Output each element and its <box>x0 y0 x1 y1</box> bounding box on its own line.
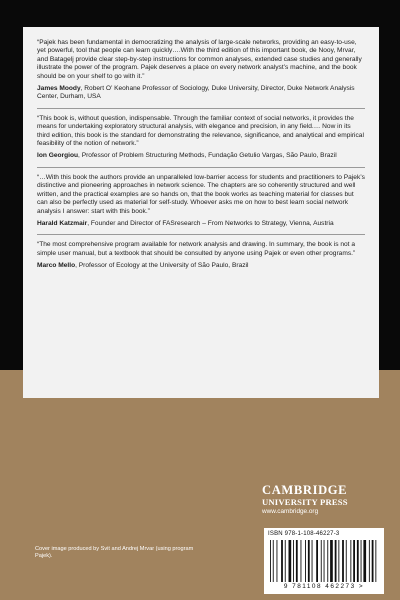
isbn-label: ISBN 978-1-108-46227-3 <box>268 531 340 537</box>
barcode-bar <box>330 540 333 582</box>
barcode-bar <box>270 540 271 582</box>
barcode-bar <box>296 540 298 582</box>
barcode-bar <box>335 540 337 582</box>
barcode-bar <box>357 540 359 582</box>
barcode-bar <box>363 540 366 582</box>
barcode-bar <box>305 540 306 582</box>
barcode-graphic <box>270 540 378 582</box>
barcode-bar <box>353 540 355 582</box>
barcode-bar <box>321 540 322 582</box>
quote-affiliation: , Founder and Director of FASresearch – From Networks to Strategy, Vienna, Austria <box>87 219 334 227</box>
barcode-bar <box>338 540 339 582</box>
quote-author: Marco Mello <box>37 262 76 270</box>
endorsement-4 <box>37 241 365 270</box>
quote-text: “…With this book the authors provide an unparalleled low-barrier access for students and practitioners to Pajek’s distinctive and pioneering approaches in network science. The chapters are so coherently structured and well written, and the practical examples are so hands on, that the book works as teaching material for classes but can also be perfectly used as material for self-study. Whoever asks me on how to best learn social network analysis I answer: start with this book.” <box>37 173 365 215</box>
barcode-panel <box>264 528 384 594</box>
quote-affiliation: , Professor of Problem Structuring Methods, Fundação Getulio Vargas, São Paulo, Brazil <box>78 152 337 160</box>
publisher-url: www.cambridge.org <box>262 508 319 515</box>
quote-attribution <box>37 220 365 228</box>
barcode-bar <box>281 540 283 582</box>
barcode-bar <box>312 540 313 582</box>
barcode-bar <box>350 540 351 582</box>
barcode-bar <box>289 540 292 582</box>
quote-attribution <box>37 85 365 102</box>
barcode-bar <box>346 540 347 582</box>
barcode-bar <box>316 540 318 582</box>
barcode-bar <box>342 540 344 582</box>
barcode-bar <box>308 540 310 582</box>
barcode-bar <box>375 540 376 582</box>
endorsement-3 <box>37 174 365 228</box>
barcode-bar <box>293 540 294 582</box>
publisher-name: CAMBRIDGE <box>262 483 348 497</box>
barcode-bar <box>369 540 370 582</box>
endorsement-2 <box>37 115 365 161</box>
divider <box>37 108 365 109</box>
divider <box>37 234 365 235</box>
publisher-logo <box>262 484 388 516</box>
barcode-bar <box>285 540 286 582</box>
quote-author: Harald Katzmair <box>37 219 88 227</box>
barcode-digits: 9 781108 462273 > <box>283 583 365 590</box>
quote-author: Ion Georgiou <box>37 152 79 160</box>
quote-text: “Pajek has been fundamental in democratizing the analysis of large-scale networks, providing an easy-to-use, yet powerful, tool that people can learn quickly….With the third edition of this important book, de Nooy, Mrvar, and Batagelj provide clear step-by-step instructions for common analyses, extended case studies and generally illustrate the power of the program. Pajek deserves a place on every network analyst’s machine, and the book should be on your shelf to go with it.” <box>37 39 362 80</box>
quote-attribution <box>37 152 365 160</box>
divider <box>37 167 365 168</box>
barcode-bar <box>277 540 278 582</box>
endorsements-panel <box>23 27 379 398</box>
endorsement-1 <box>37 39 365 102</box>
barcode-bar <box>327 540 328 582</box>
quote-affiliation: , Professor of Ecology at the University of São Paulo, Brazil <box>75 262 249 270</box>
cover-image-credit: Cover image produced by Svit and Andrej Mrvar (using program Pajek). <box>35 546 194 560</box>
barcode-bar <box>361 540 362 582</box>
barcode-bar <box>301 540 302 582</box>
quote-attribution <box>37 262 365 270</box>
quote-author: James Moody <box>37 85 81 93</box>
quote-text: “The most comprehensive program available for network analysis and drawing. In summary, the book is not a simple user manual, but a textbook that should be consulted by anyone using Pajek or even other programs.” <box>37 241 356 257</box>
quote-text: “This book is, without question, indispensable. Through the familiar context of social networks, it provides the means for undertaking exploratory structural analysis, with elegance and precision, in any field.… Now in its third edition, this book is the standard for demonstrating the relevance, significance, and analytical and empirical feasibility of the notion of network.” <box>37 114 364 148</box>
publisher-subtitle: UNIVERSITY PRESS <box>262 497 348 507</box>
quote-affiliation: , Robert O’ Keohane Professor of Sociology, Duke University, Director, Duke Network Analysis Center, Durham, USA <box>37 85 355 101</box>
barcode-bar <box>372 540 374 582</box>
barcode-bar <box>273 540 274 582</box>
barcode-bar <box>324 540 325 582</box>
